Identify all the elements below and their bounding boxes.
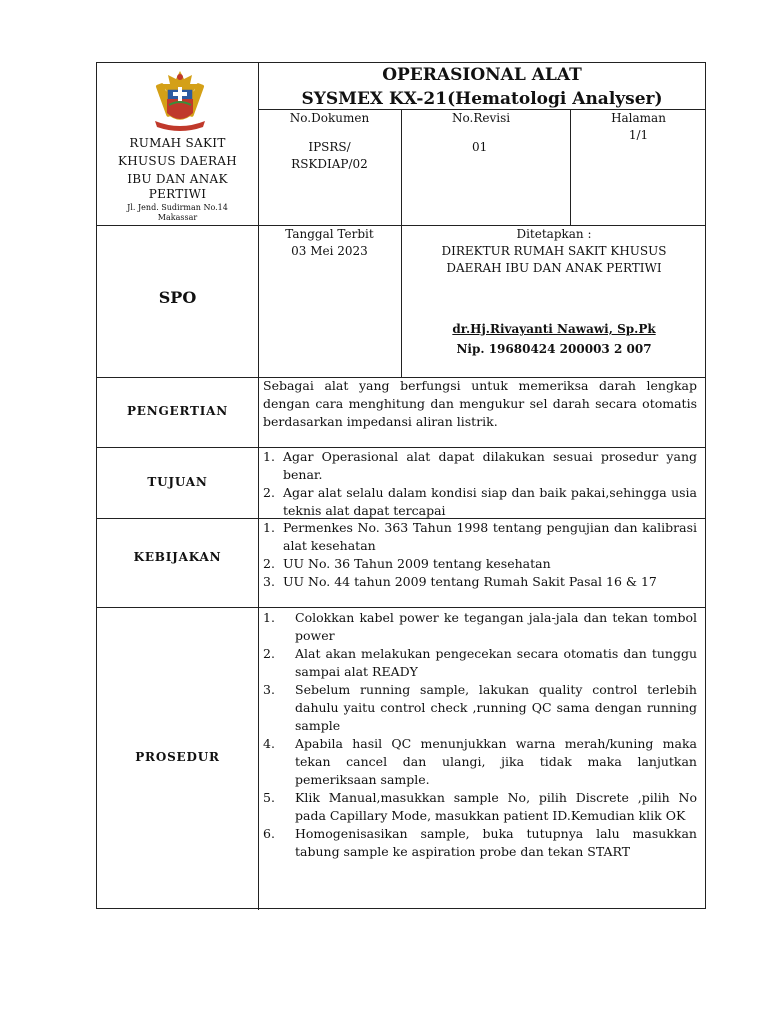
- signature-block: [402, 319, 706, 359]
- spo-label: SPO: [158, 288, 197, 307]
- no-dokumen-value: RSKDIAP/02: [291, 157, 368, 171]
- halaman-cell: [571, 110, 706, 144]
- no-dokumen-cell: [258, 110, 401, 173]
- tanggal-terbit-value: 03 Mei 2023: [291, 244, 368, 258]
- hospital-name-line: RUMAH SAKIT: [129, 136, 226, 150]
- list-item: 2. UU No. 36 Tahun 2009 tentang kesehatan: [263, 556, 551, 571]
- list-item: 1. Permenkes No. 363 Tahun 1998 tentang pengujian dan kalibrasi alat kesehatan: [263, 520, 697, 553]
- pengertian-label: PENGERTIAN: [126, 404, 229, 418]
- tanggal-terbit-cell: [258, 226, 401, 260]
- kebijakan-list: [259, 519, 697, 591]
- list-item: 3. Sebelum running sample, lakukan quality control terlebih dahulu yaitu control check ,running QC sama dengan running sample: [263, 682, 697, 733]
- list-item: 1. Colokkan kabel power ke tegangan jala-jala dan tekan tombol power: [263, 610, 697, 643]
- ditetapkan-label: Ditetapkan :: [516, 227, 592, 241]
- address-line: Jl. Jend. Sudirman No.14: [127, 203, 228, 212]
- hospital-logo: [147, 69, 213, 135]
- document-title: [258, 63, 706, 111]
- no-revisi-cell: [452, 110, 570, 156]
- ditetapkan-cell: [402, 226, 706, 277]
- title-line-1: OPERASIONAL ALAT: [382, 65, 582, 85]
- ditetapkan-line: DIREKTUR RUMAH SAKIT KHUSUS: [441, 244, 667, 258]
- list-item: 2. Agar alat selalu dalam kondisi siap dan baik pakai,sehingga usia teknis alat dapat tercapai: [263, 485, 697, 518]
- meta-divider-1: [401, 109, 402, 225]
- prosedur-label: PROSEDUR: [135, 750, 220, 764]
- signer-name: dr.Hj.Rivayanti Nawawi, Sp.Pk: [452, 322, 656, 336]
- title-line-2: SYSMEX KX-21(Hematologi Analyser): [301, 89, 663, 109]
- tujuan-list: [259, 448, 697, 520]
- tujuan-label: TUJUAN: [147, 475, 208, 489]
- no-dokumen-label: No.Dokumen: [289, 111, 370, 125]
- list-item: 1. Agar Operasional alat dapat dilakukan sesuai prosedur yang benar.: [263, 449, 697, 482]
- list-item: 4. Apabila hasil QC menunjukkan warna merah/kuning maka tekan cancel dan ulangi, jika tidak maka lanjutkan pemeriksaan sample.: [263, 736, 697, 787]
- signer-nip: Nip. 19680424 200003 2 007: [456, 342, 652, 356]
- kebijakan-label: KEBIJAKAN: [133, 550, 222, 564]
- no-revisi-label: No.Revisi: [452, 111, 511, 125]
- halaman-label: Halaman: [611, 111, 666, 125]
- pengertian-text: Sebagai alat yang berfungsi untuk memeriksa darah lengkap dengan cara menghitung dan mengukur sel darah secara otomatis berdasarkan impedansi aliran listrik.: [263, 378, 697, 429]
- kebijakan-divider: [97, 607, 706, 608]
- hospital-name-line: KHUSUS DAERAH: [117, 154, 238, 168]
- no-revisi-value: 01: [472, 140, 488, 154]
- list-item: 3. UU No. 44 tahun 2009 tentang Rumah Sakit Pasal 16 & 17: [263, 574, 657, 589]
- prosedur-list: [259, 609, 697, 861]
- hospital-name-line: IBU DAN ANAK: [127, 172, 228, 186]
- list-item: 5. Klik Manual,masukkan sample No, pilih Discrete ,pilih No pada Capillary Mode, masukkan patient ID.Kemudian klik OK: [263, 790, 697, 823]
- hospital-name-line: PERTIWI: [148, 187, 207, 201]
- list-item: 2. Alat akan melakukan pengecekan secara otomatis dan tunggu sampai alat READY: [263, 646, 697, 679]
- no-dokumen-value: IPSRS/: [308, 140, 351, 154]
- hospital-address: [97, 203, 258, 223]
- spo-document: [96, 62, 706, 909]
- halaman-value: 1/1: [628, 128, 649, 142]
- address-line: Makassar: [157, 213, 198, 222]
- ditetapkan-line: DAERAH IBU DAN ANAK PERTIWI: [446, 261, 662, 275]
- list-item: 6. Homogenisasikan sample, buka tutupnya lalu masukkan tabung sample ke aspiration probe dan tekan START: [263, 826, 697, 859]
- hospital-name: [97, 134, 258, 201]
- tanggal-terbit-label: Tanggal Terbit: [285, 227, 374, 241]
